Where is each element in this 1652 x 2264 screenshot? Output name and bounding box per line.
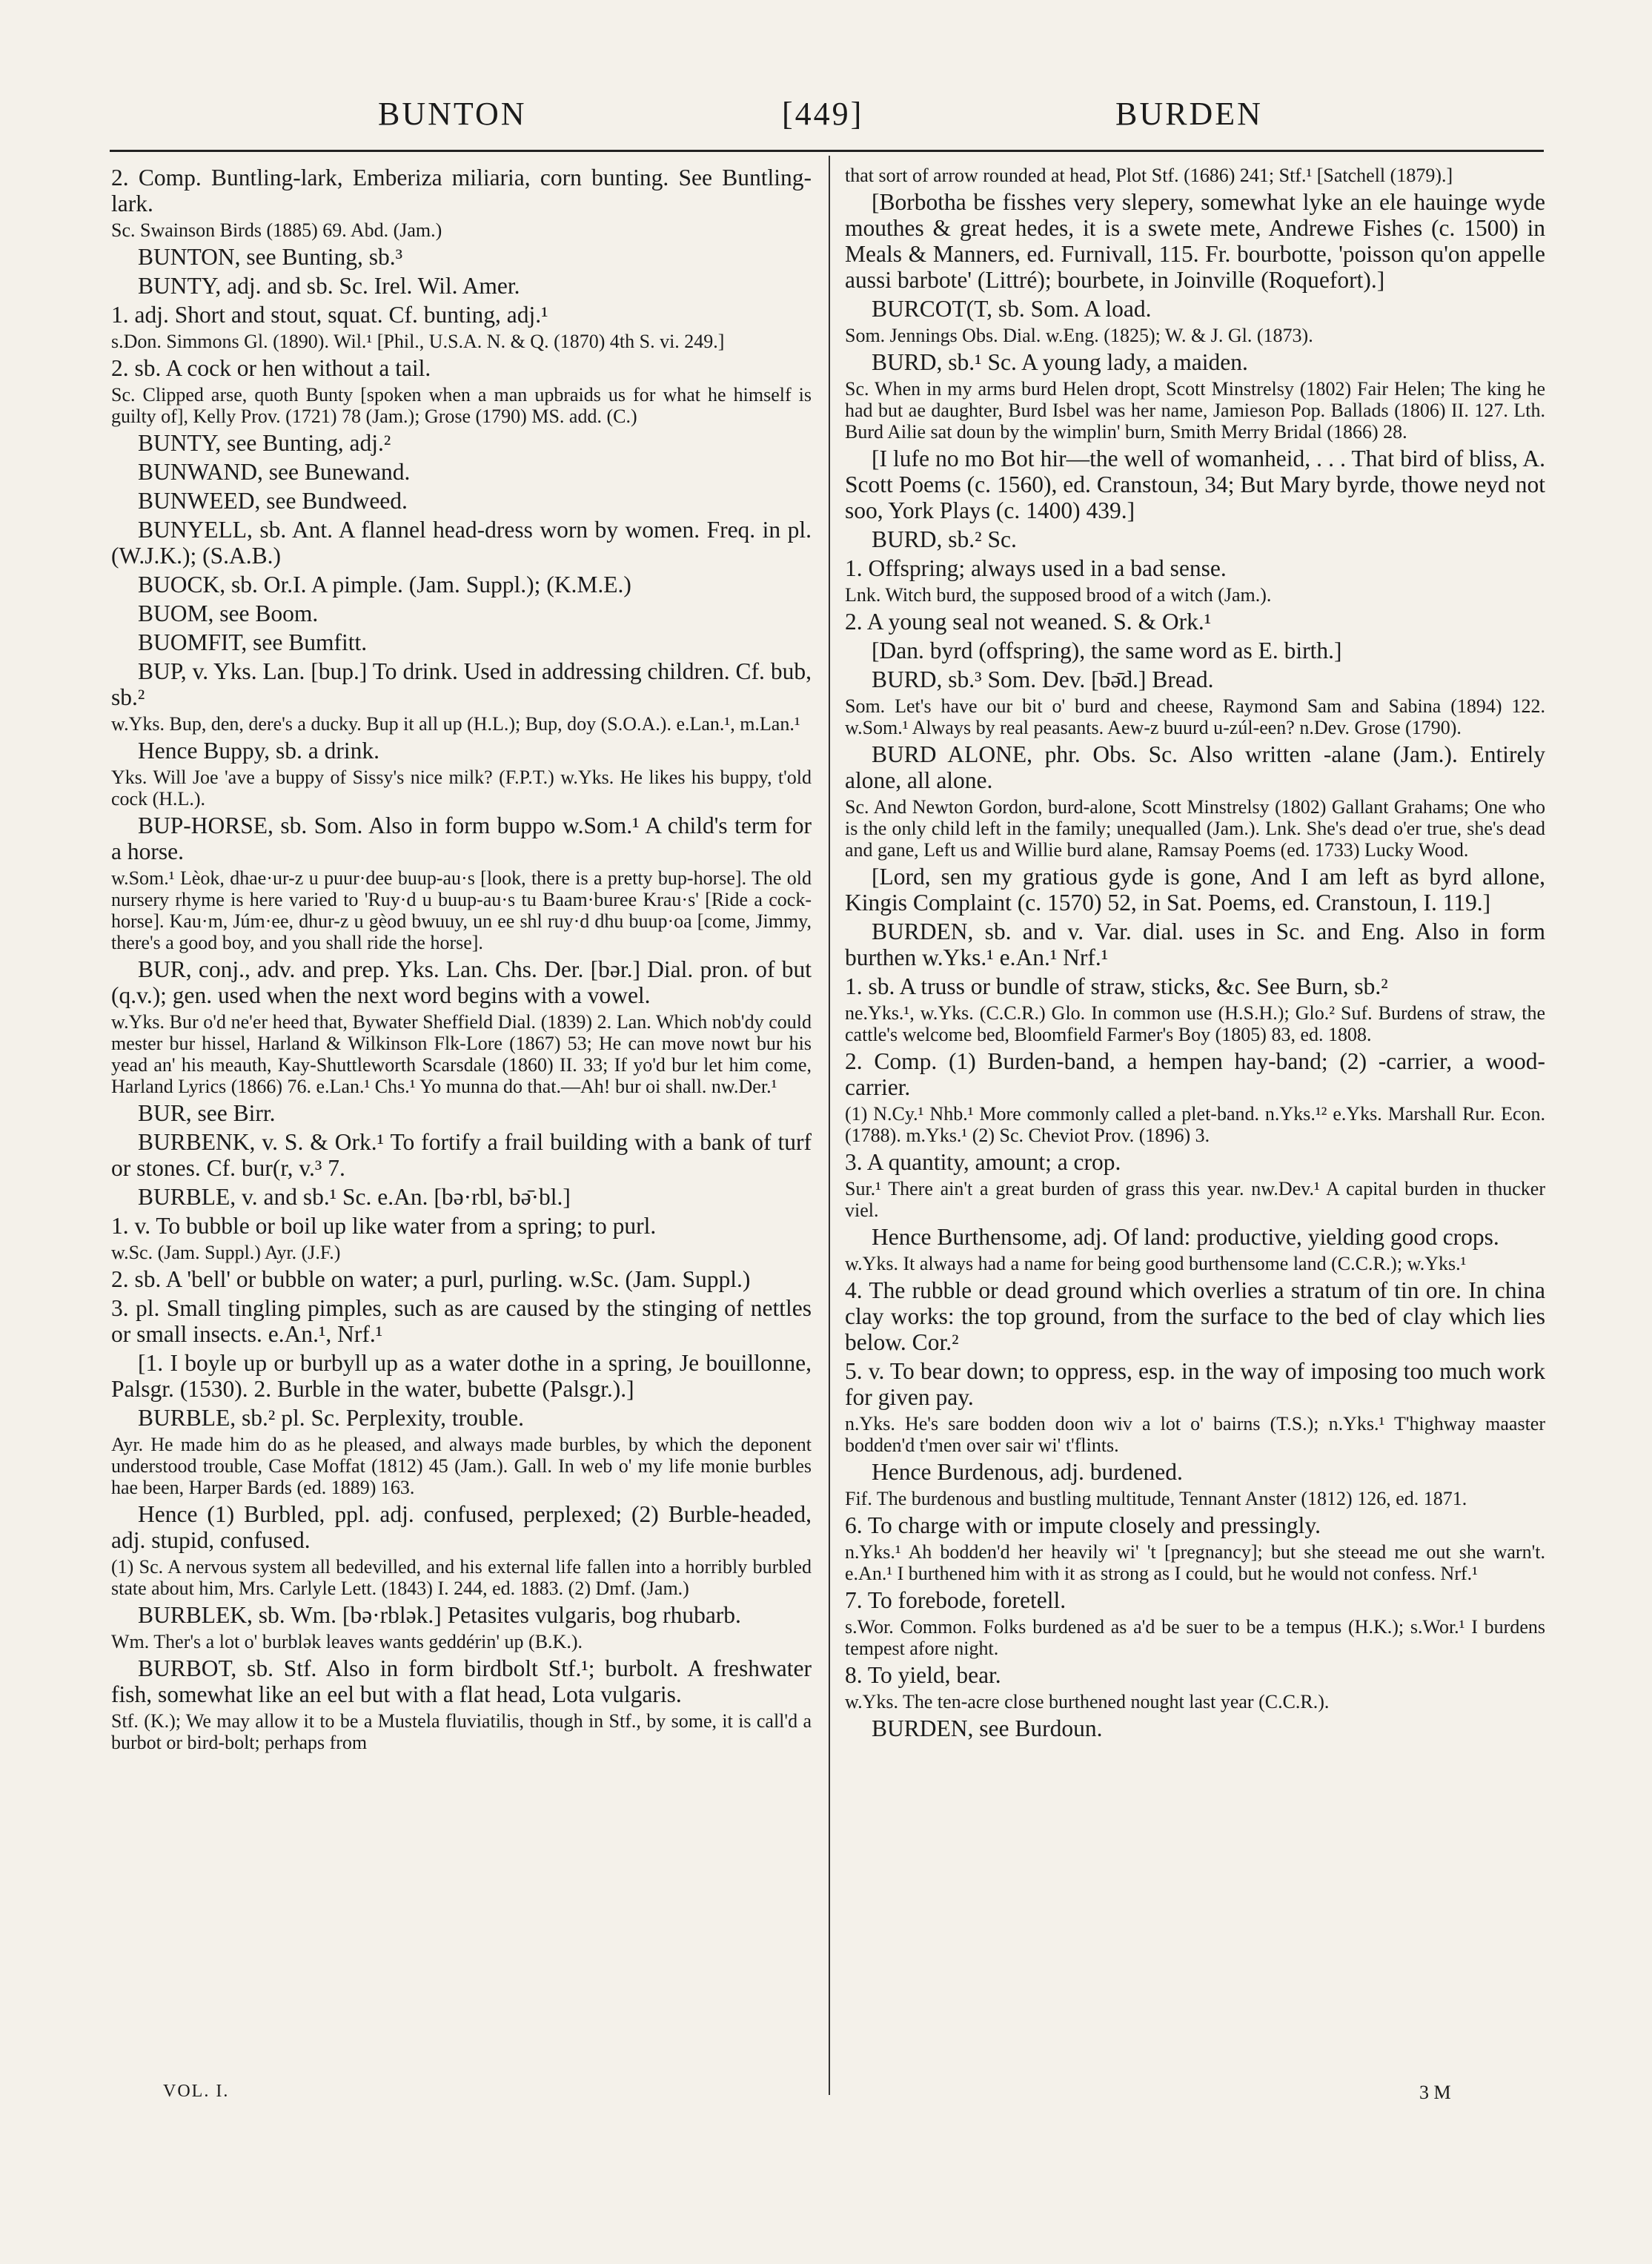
entry-paragraph: 2. Comp. (1) Burden-band, a hempen hay-band; (2) -carrier, a wood-carrier. — [845, 1048, 1545, 1100]
citation-paragraph: (1) Sc. A nervous system all bedevilled, and his external life fallen into a horribly burbled state about him, Mrs. Carlyle Lett. (1843) I. 244, ed. 1883. (2) Dmf. (Jam.) — [111, 1556, 812, 1599]
citation-paragraph: Yks. Will Joe 'ave a buppy of Sissy's nice milk? (F.P.T.) w.Yks. He likes his buppy, t'old cock (H.L.). — [111, 767, 812, 810]
citation-paragraph: s.Don. Simmons Gl. (1890). Wil.¹ [Phil., U.S.A. N. & Q. (1870) 4th S. vi. 249.] — [111, 331, 725, 352]
entry-paragraph: BUNTON, see Bunting, sb.³ — [138, 244, 403, 270]
entry-paragraph: BURD, sb.² Sc. — [872, 526, 1017, 552]
entry-paragraph: BUR, see Birr. — [138, 1100, 276, 1126]
left-column — [111, 165, 812, 1756]
citation-paragraph: that sort of arrow rounded at head, Plot Stf. (1686) 241; Stf.¹ [Satchell (1879).] — [845, 165, 1453, 186]
running-head-left: BUNTON — [378, 96, 527, 132]
entry-paragraph: BUNTY, see Bunting, adj.² — [138, 430, 391, 456]
citation-paragraph: w.Yks. It always had a name for being good burthensome land (C.C.R.); w.Yks.¹ — [845, 1253, 1467, 1274]
citation-paragraph: Sc. Swainson Birds (1885) 69. Abd. (Jam.) — [111, 219, 442, 241]
running-head-right: BURDEN — [1115, 96, 1263, 132]
citation-paragraph: Sc. And Newton Gordon, burd-alone, Scott Minstrelsy (1802) Gallant Grahams; One who is the only child left in the family; unequalled (Jam.). Lnk. She's dead o'er true, she's dead and gane, Left us and Willie burd alane, Ramsay Poems (ed. 1733) Lucky Wood. — [845, 796, 1545, 861]
citation-paragraph: Ayr. He made him do as he pleased, and always made burbles, by which the deponent understood trouble, Case Moffat (1812) 45 (Jam.). Gall. In web o' my life monie burbles hae been, Harper Bards (ed. 1889) 163. — [111, 1434, 812, 1498]
entry-paragraph: BURBLE, v. and sb.¹ Sc. e.An. [bə·rbl, bə̄·bl.] — [138, 1184, 571, 1210]
entry-paragraph: BURDEN, sb. and v. Var. dial. uses in Sc. and Eng. Also in form burthen w.Yks.¹ e.An.¹ Nrf.¹ — [845, 918, 1545, 970]
citation-paragraph: n.Yks.¹ Ah bodden'd her heavily wi' 't [pregnancy]; but she steead me out she warn't. e.An.¹ I burthened him with it as strong as I could, but he would not confess. Nrf.¹ — [845, 1541, 1545, 1584]
entry-paragraph: 5. v. To bear down; to oppress, esp. in the way of imposing too much work for given pay. — [845, 1358, 1545, 1410]
header-rule — [110, 150, 1544, 152]
citation-paragraph: Sc. When in my arms burd Helen dropt, Scott Minstrelsy (1802) Fair Helen; The king he had but ae daughter, Burd Isbel was her name, Jamieson Pop. Ballads (1806) II. 127. Lth. Burd Ailie sat doun by the wimplin' burn, Smith Merry Bridal (1866) 28. — [845, 378, 1545, 443]
citation-paragraph: Sur.¹ There ain't a great burden of grass this year. nw.Dev.¹ A capital burden in thucker viel. — [845, 1178, 1545, 1221]
citation-paragraph: n.Yks. He's sare bodden doon wiv a lot o' bairns (T.S.); n.Yks.¹ T'highway maaster bodden'd t'men over sair wi' t'flints. — [845, 1413, 1545, 1456]
citation-paragraph: ne.Yks.¹, w.Yks. (C.C.R.) Glo. In common use (H.S.H.); Glo.² Suf. Burdens of straw, the cattle's welcome bed, Bloomfield Farmer's Boy (1805) 83, ed. 1808. — [845, 1002, 1545, 1045]
entry-paragraph: BURD, sb.³ Som. Dev. [bə̄d.] Bread. — [872, 666, 1214, 692]
citation-paragraph: Fif. The burdenous and bustling multitude, Tennant Anster (1812) 126, ed. 1871. — [845, 1488, 1467, 1509]
entry-paragraph: Hence Buppy, sb. a drink. — [138, 738, 380, 764]
citation-paragraph: s.Wor. Common. Folks burdened as a'd be suer to be a tempus (H.K.); s.Wor.¹ I burdens tempest afore night. — [845, 1616, 1545, 1659]
entry-paragraph: 2. A young seal not weaned. S. & Ork.¹ — [845, 609, 1212, 635]
entry-paragraph: BURBENK, v. S. & Ork.¹ To fortify a frail building with a bank of turf or stones. Cf. bur(r, v.³ 7. — [111, 1129, 812, 1181]
entry-paragraph: [Lord, sen my gratious gyde is gone, And I am left as byrd allone, Kingis Complaint (c. 1570) 52, in Sat. Poems, ed. Cranstoun, I. 119.] — [845, 864, 1545, 916]
entry-paragraph: BURD ALONE, phr. Obs. Sc. Also written -alane (Jam.). Entirely alone, all alone. — [845, 741, 1545, 793]
citation-paragraph: Som. Let's have our bit o' burd and cheese, Raymond Sam and Sabina (1894) 122. w.Som.¹ Always by real peasants. Aew-z buurd u-zúl-een? n.Dev. Grose (1790). — [845, 695, 1545, 738]
entry-paragraph: 2. sb. A 'bell' or bubble on water; a purl, purling. w.Sc. (Jam. Suppl.) — [111, 1266, 751, 1292]
citation-paragraph: w.Yks. The ten-acre close burthened nought last year (C.C.R.). — [845, 1691, 1330, 1712]
entry-paragraph: 1. sb. A truss or bundle of straw, sticks, &c. See Burn, sb.² — [845, 973, 1388, 999]
entry-paragraph: BURCOT(T, sb. Som. A load. — [872, 296, 1152, 322]
entry-paragraph: BURBLE, sb.² pl. Sc. Perplexity, trouble. — [138, 1405, 524, 1431]
page-header — [111, 95, 1542, 139]
citation-paragraph: Wm. Ther's a lot o' burblək leaves wants geddérin' up (B.K.). — [111, 1631, 583, 1652]
citation-paragraph: (1) N.Cy.¹ Nhb.¹ More commonly called a plet-band. n.Yks.¹² e.Yks. Marshall Rur. Econ. (1788). m.Yks.¹ (2) Sc. Cheviot Prov. (1896) 3. — [845, 1103, 1545, 1146]
entry-paragraph: BUOCK, sb. Or.I. A pimple. (Jam. Suppl.); (K.M.E.) — [138, 572, 631, 598]
volume-label: VOL. I. — [163, 2082, 230, 2101]
entry-paragraph: 2. Comp. Buntling-lark, Emberiza miliaria, corn bunting. See Buntling-lark. — [111, 165, 812, 216]
entry-paragraph: Hence Burthensome, adj. Of land: productive, yielding good crops. — [872, 1224, 1499, 1250]
entry-paragraph: [Borbotha be fisshes very slepery, somewhat lyke an ele hauinge wyde mouthes & great hedes, it is a swete mete, Andrewe Fishes (c. 1500) in Meals & Manners, ed. Furnivall, 115. Fr. bourbotte, 'poisson qu'on appelle aussi barbote' (Littré); bourbete, in Joinville (Roquefort).] — [845, 189, 1545, 293]
entry-paragraph: BUOMFIT, see Bumfitt. — [138, 629, 368, 655]
citation-paragraph: w.Yks. Bup, den, dere's a ducky. Bup it all up (H.L.); Bup, doy (S.O.A.). e.Lan.¹, m.Lan.¹ — [111, 713, 800, 735]
entry-paragraph: Hence (1) Burbled, ppl. adj. confused, perplexed; (2) Burble-headed, adj. stupid, confused. — [111, 1501, 812, 1553]
citation-paragraph: Stf. (K.); We may allow it to be a Mustela fluviatilis, though in Stf., by some, it is call'd a burbot or bird-bolt; perhaps from — [111, 1710, 812, 1753]
entry-paragraph: 6. To charge with or impute closely and pressingly. — [845, 1512, 1321, 1538]
entry-paragraph: 1. v. To bubble or boil up like water from a spring; to purl. — [111, 1213, 657, 1239]
citation-paragraph: Som. Jennings Obs. Dial. w.Eng. (1825); W. & J. Gl. (1873). — [845, 325, 1313, 346]
signature-mark: 3 M — [1419, 2082, 1451, 2103]
entry-paragraph: BUNTY, adj. and sb. Sc. Irel. Wil. Amer. — [138, 273, 520, 299]
entry-paragraph: BUNYELL, sb. Ant. A flannel head-dress worn by women. Freq. in pl. (W.J.K.); (S.A.B.) — [111, 517, 812, 569]
entry-paragraph: BUOM, see Boom. — [138, 600, 319, 626]
entry-paragraph: BUNWAND, see Bunewand. — [138, 459, 411, 485]
entry-paragraph: BUR, conj., adv. and prep. Yks. Lan. Chs. Der. [bər.] Dial. pron. of but (q.v.); gen. used when the next word begins with a vowel. — [111, 956, 812, 1008]
entry-paragraph: 2. sb. A cock or hen without a tail. — [111, 355, 431, 381]
entry-paragraph: BUP-HORSE, sb. Som. Also in form buppo w.Som.¹ A child's term for a horse. — [111, 812, 812, 864]
entry-paragraph: 3. A quantity, amount; a crop. — [845, 1149, 1121, 1175]
entry-paragraph: [Dan. byrd (offspring), the same word as E. birth.] — [872, 638, 1342, 663]
entry-paragraph: BURDEN, see Burdoun. — [872, 1715, 1103, 1741]
entry-paragraph: 4. The rubble or dead ground which overlies a stratum of tin ore. In china clay works: the top ground, from the surface to the bed of clay which lies below. Cor.² — [845, 1277, 1545, 1355]
entry-paragraph: BURD, sb.¹ Sc. A young lady, a maiden. — [872, 349, 1248, 375]
entry-paragraph: 7. To forebode, foretell. — [845, 1587, 1066, 1613]
entry-paragraph: Hence Burdenous, adj. burdened. — [872, 1459, 1183, 1485]
entry-paragraph: [1. I boyle up or burbyll up as a water dothe in a spring, Je bouillonne, Palsgr. (1530). 2. Burble in the water, bubette (Palsgr.).] — [111, 1350, 812, 1402]
entry-paragraph: BUP, v. Yks. Lan. [bup.] To drink. Used in addressing children. Cf. bub, sb.² — [111, 658, 812, 710]
entry-paragraph: 8. To yield, bear. — [845, 1662, 1001, 1688]
entry-paragraph: 1. Offspring; always used in a bad sense. — [845, 555, 1227, 581]
citation-paragraph: w.Sc. (Jam. Suppl.) Ayr. (J.F.) — [111, 1242, 341, 1263]
citation-paragraph: w.Som.¹ Lèok, dhae·ur-z u puur·dee buup-au·s [look, there is a pretty bup-horse]. The old nursery rhyme is here varied to 'Ruy·d u buup-au·s tu Baam·buree Krau·s' [Ride a cock-horse]. Kau·m, Júm·ee, dhur-z u gèod bwuuy, un ee shl ruy·d dhu buup·oa [come, Jimmy, there's a good boy, and you shall ride the horse]. — [111, 867, 812, 953]
entry-paragraph: BURBOT, sb. Stf. Also in form birdbolt Stf.¹; burbolt. A freshwater fish, somewhat like an eel but with a flat head, Lota vulgaris. — [111, 1655, 812, 1707]
citation-paragraph: Lnk. Witch burd, the supposed brood of a witch (Jam.). — [845, 584, 1272, 606]
page-number: [449] — [782, 96, 864, 132]
citation-paragraph: w.Yks. Bur o'd ne'er heed that, Bywater Sheffield Dial. (1839) 2. Lan. Which nob'dy could mester bur hissel, Harland & Wilkinson Flk-Lore (1867) 53; He can move nowt bur his yead an' his meauth, Kay-Shuttleworth Scarsdale (1860) II. 33; If yo'd bur let him come, Harland Lyrics (1866) 76. e.Lan.¹ Chs.¹ Yo munna do that.—Ah! bur oi shall. nw.Der.¹ — [111, 1011, 812, 1097]
entry-paragraph: 1. adj. Short and stout, squat. Cf. bunting, adj.¹ — [111, 302, 548, 328]
entry-paragraph: BURBLEK, sb. Wm. [bə·rblək.] Petasites vulgaris, bog rhubarb. — [138, 1602, 741, 1628]
citation-paragraph: Sc. Clipped arse, quoth Bunty [spoken when a man upbraids us for what he himself is guilty of], Kelly Prov. (1721) 78 (Jam.); Grose (1790) MS. add. (C.) — [111, 384, 812, 427]
entry-paragraph: BUNWEED, see Bundweed. — [138, 488, 408, 514]
entry-paragraph: [I lufe no mo Bot hir—the well of womanheid, . . . That bird of bliss, A. Scott Poems (c. 1560), ed. Cranstoun, 34; But Mary byrde, thowe neyd not soo, York Plays (c. 1400) 439.] — [845, 446, 1545, 523]
entry-paragraph: 3. pl. Small tingling pimples, such as are caused by the stinging of nettles or small insects. e.An.¹, Nrf.¹ — [111, 1295, 812, 1347]
column-divider — [829, 156, 830, 2095]
right-column — [845, 165, 1545, 1744]
